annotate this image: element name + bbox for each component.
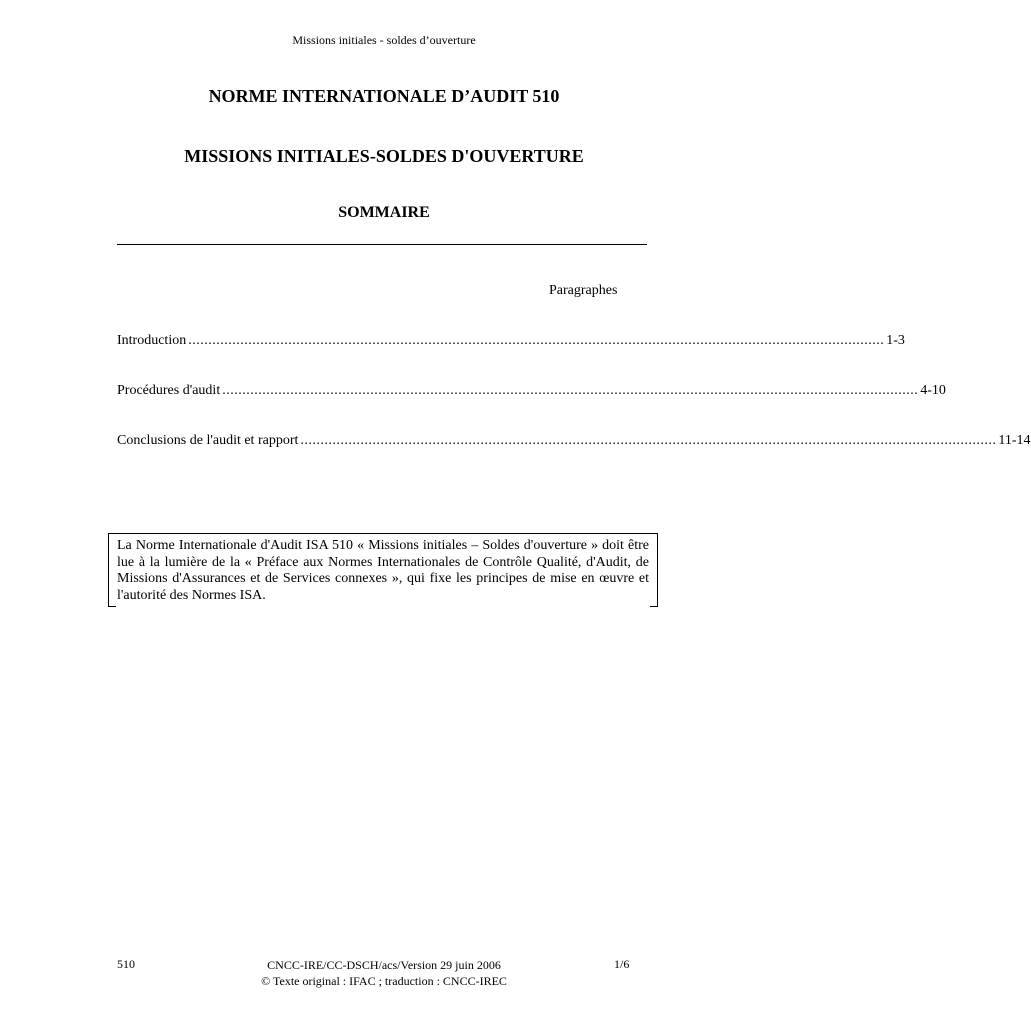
toc-entry-paragraphs: 11-14 <box>998 433 1031 448</box>
notice-text: La Norme Internationale d'Audit ISA 510 « Missions initiales – Soldes d'ouverture » doit être lue à la lumière de la « Préface aux Normes Internationales de Contrôle Qualité, d'Audit, de Missions d'Assurances et de Services connexes », qui fixe les principes de mise en œuvre et l'autorité des Normes ISA. <box>117 538 649 603</box>
paragraphs-column-heading: Paragraphes <box>549 283 618 298</box>
toc-entry-introduction <box>117 333 905 349</box>
section-heading: SOMMAIRE <box>338 204 430 221</box>
toc-entry-paragraphs: 1-3 <box>886 333 905 348</box>
box-corner-right <box>650 598 658 607</box>
footer-copyright: © Texte original : IFAC ; traduction : CNCC-IREC <box>261 974 507 988</box>
footer-page-number: 1/6 <box>614 957 630 971</box>
notice-box <box>108 533 658 605</box>
toc-entry-conclusions <box>117 433 1031 449</box>
box-corner-left <box>108 598 116 607</box>
footer-center <box>0 957 768 989</box>
document-subtitle: MISSIONS INITIALES-SOLDES D'OUVERTURE <box>184 146 584 166</box>
dot-leader: .............................................................................................................................................................................. <box>300 433 997 448</box>
dot-leader: .............................................................................................................................................................................. <box>188 333 885 348</box>
toc-entry-label: Conclusions de l'audit et rapport <box>117 433 299 448</box>
dot-leader: .............................................................................................................................................................................. <box>222 383 919 398</box>
footer-version: CNCC-IRE/CC-DSCH/acs/Version 29 juin 2006 <box>267 958 501 972</box>
document-title: NORME INTERNATIONALE D’AUDIT 510 <box>208 86 560 106</box>
toc-entry-paragraphs: 4-10 <box>920 383 946 398</box>
footer-standard-number: 510 <box>117 957 135 971</box>
horizontal-rule <box>117 244 647 245</box>
toc-entry-label: Introduction <box>117 333 187 348</box>
toc-entry-label: Procédures d'audit <box>117 383 221 398</box>
toc-entry-procedures <box>117 383 946 399</box>
running-header: Missions initiales - soldes d’ouverture <box>292 33 476 47</box>
